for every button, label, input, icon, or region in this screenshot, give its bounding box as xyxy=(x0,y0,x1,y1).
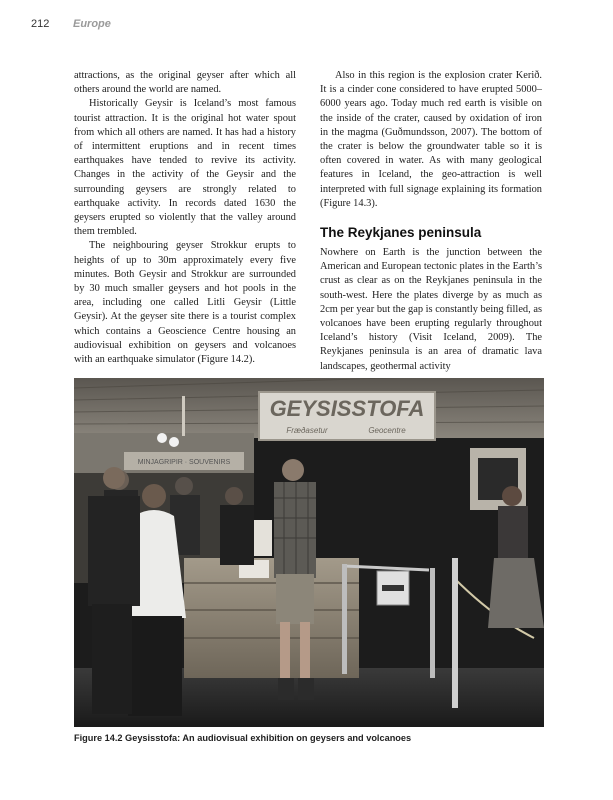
paragraph: The neighbouring geyser Strokkur erupts to heights of up to 30m approximately every five minutes. Both Geysir and Strokkur are surrounded by 30 much smaller geysers and hot pools in the area, including one called Litli Geysir (Little Geysir). At the geyser site there is a tourist complex which contains a Geoscience Centre housing an audiovisual exhibition on geysers and volcanoes with an earthquake simulator (Figure 14.2). xyxy=(74,240,296,366)
paragraph: Also in this region is the explosion crater Kerið. It is a cinder cone considered to have erupted 5000–6000 years ago. Today much red earth is visible on the inside of the crater, caused by oxidation of iron in the magma (Guðmundsson, 2007). The bottom of the crater is below the groundwater table so it is often covered in water. As with many geological features in Iceland, the geo-attraction is well interpreted with full signage explaining its formation (Figure 14.3). xyxy=(320,70,542,209)
right-column xyxy=(320,69,542,374)
shop-sign: MINJAGRIPIR · SOUVENIRS xyxy=(137,459,231,466)
page-number: 212 xyxy=(31,18,50,30)
figure-caption: Figure 14.2 Geysisstofa: An audiovisual exhibition on geysers and volcanoes xyxy=(74,733,412,743)
section-title: Europe xyxy=(73,18,111,30)
paragraph: attractions, as the original geyser after which all others around the world are named. xyxy=(74,70,296,96)
sign-subtitle-left: Fræðasetur xyxy=(286,426,328,435)
sign-title: GEYSISSTOFA xyxy=(269,396,425,421)
paragraph: Nowhere on Earth is the junction between the American and European tectonic plates in the Earth’s crust as clear as on the Reykjanes peninsula in the south-west. Here the plates diverge by as much as 2cm per year but the gap is constantly being filled, as volcanoes have been erupting regularly throughout Iceland’s history (Visit Iceland, 2009). The Reykjanes peninsula is an area of dramatic lava landscapes, geothermal activity xyxy=(320,247,542,372)
left-column xyxy=(74,69,296,367)
paragraph: Historically Geysir is Iceland’s most famous tourist attraction. It is the original hot water spout from which all others are named. It has had a history of intermittent eruptions and in recent times earthquakes have tended to revive its activity. Changes in the activity of the Geysir and the surrounding geysers are strongly related to earthquake activity. In records dated 1630 the geysers erupted so violently that the valley around them trembled. xyxy=(74,98,296,238)
figure-photo xyxy=(74,378,544,727)
sign-subtitle-right: Geocentre xyxy=(368,426,406,435)
section-heading: The Reykjanes peninsula xyxy=(320,225,482,241)
